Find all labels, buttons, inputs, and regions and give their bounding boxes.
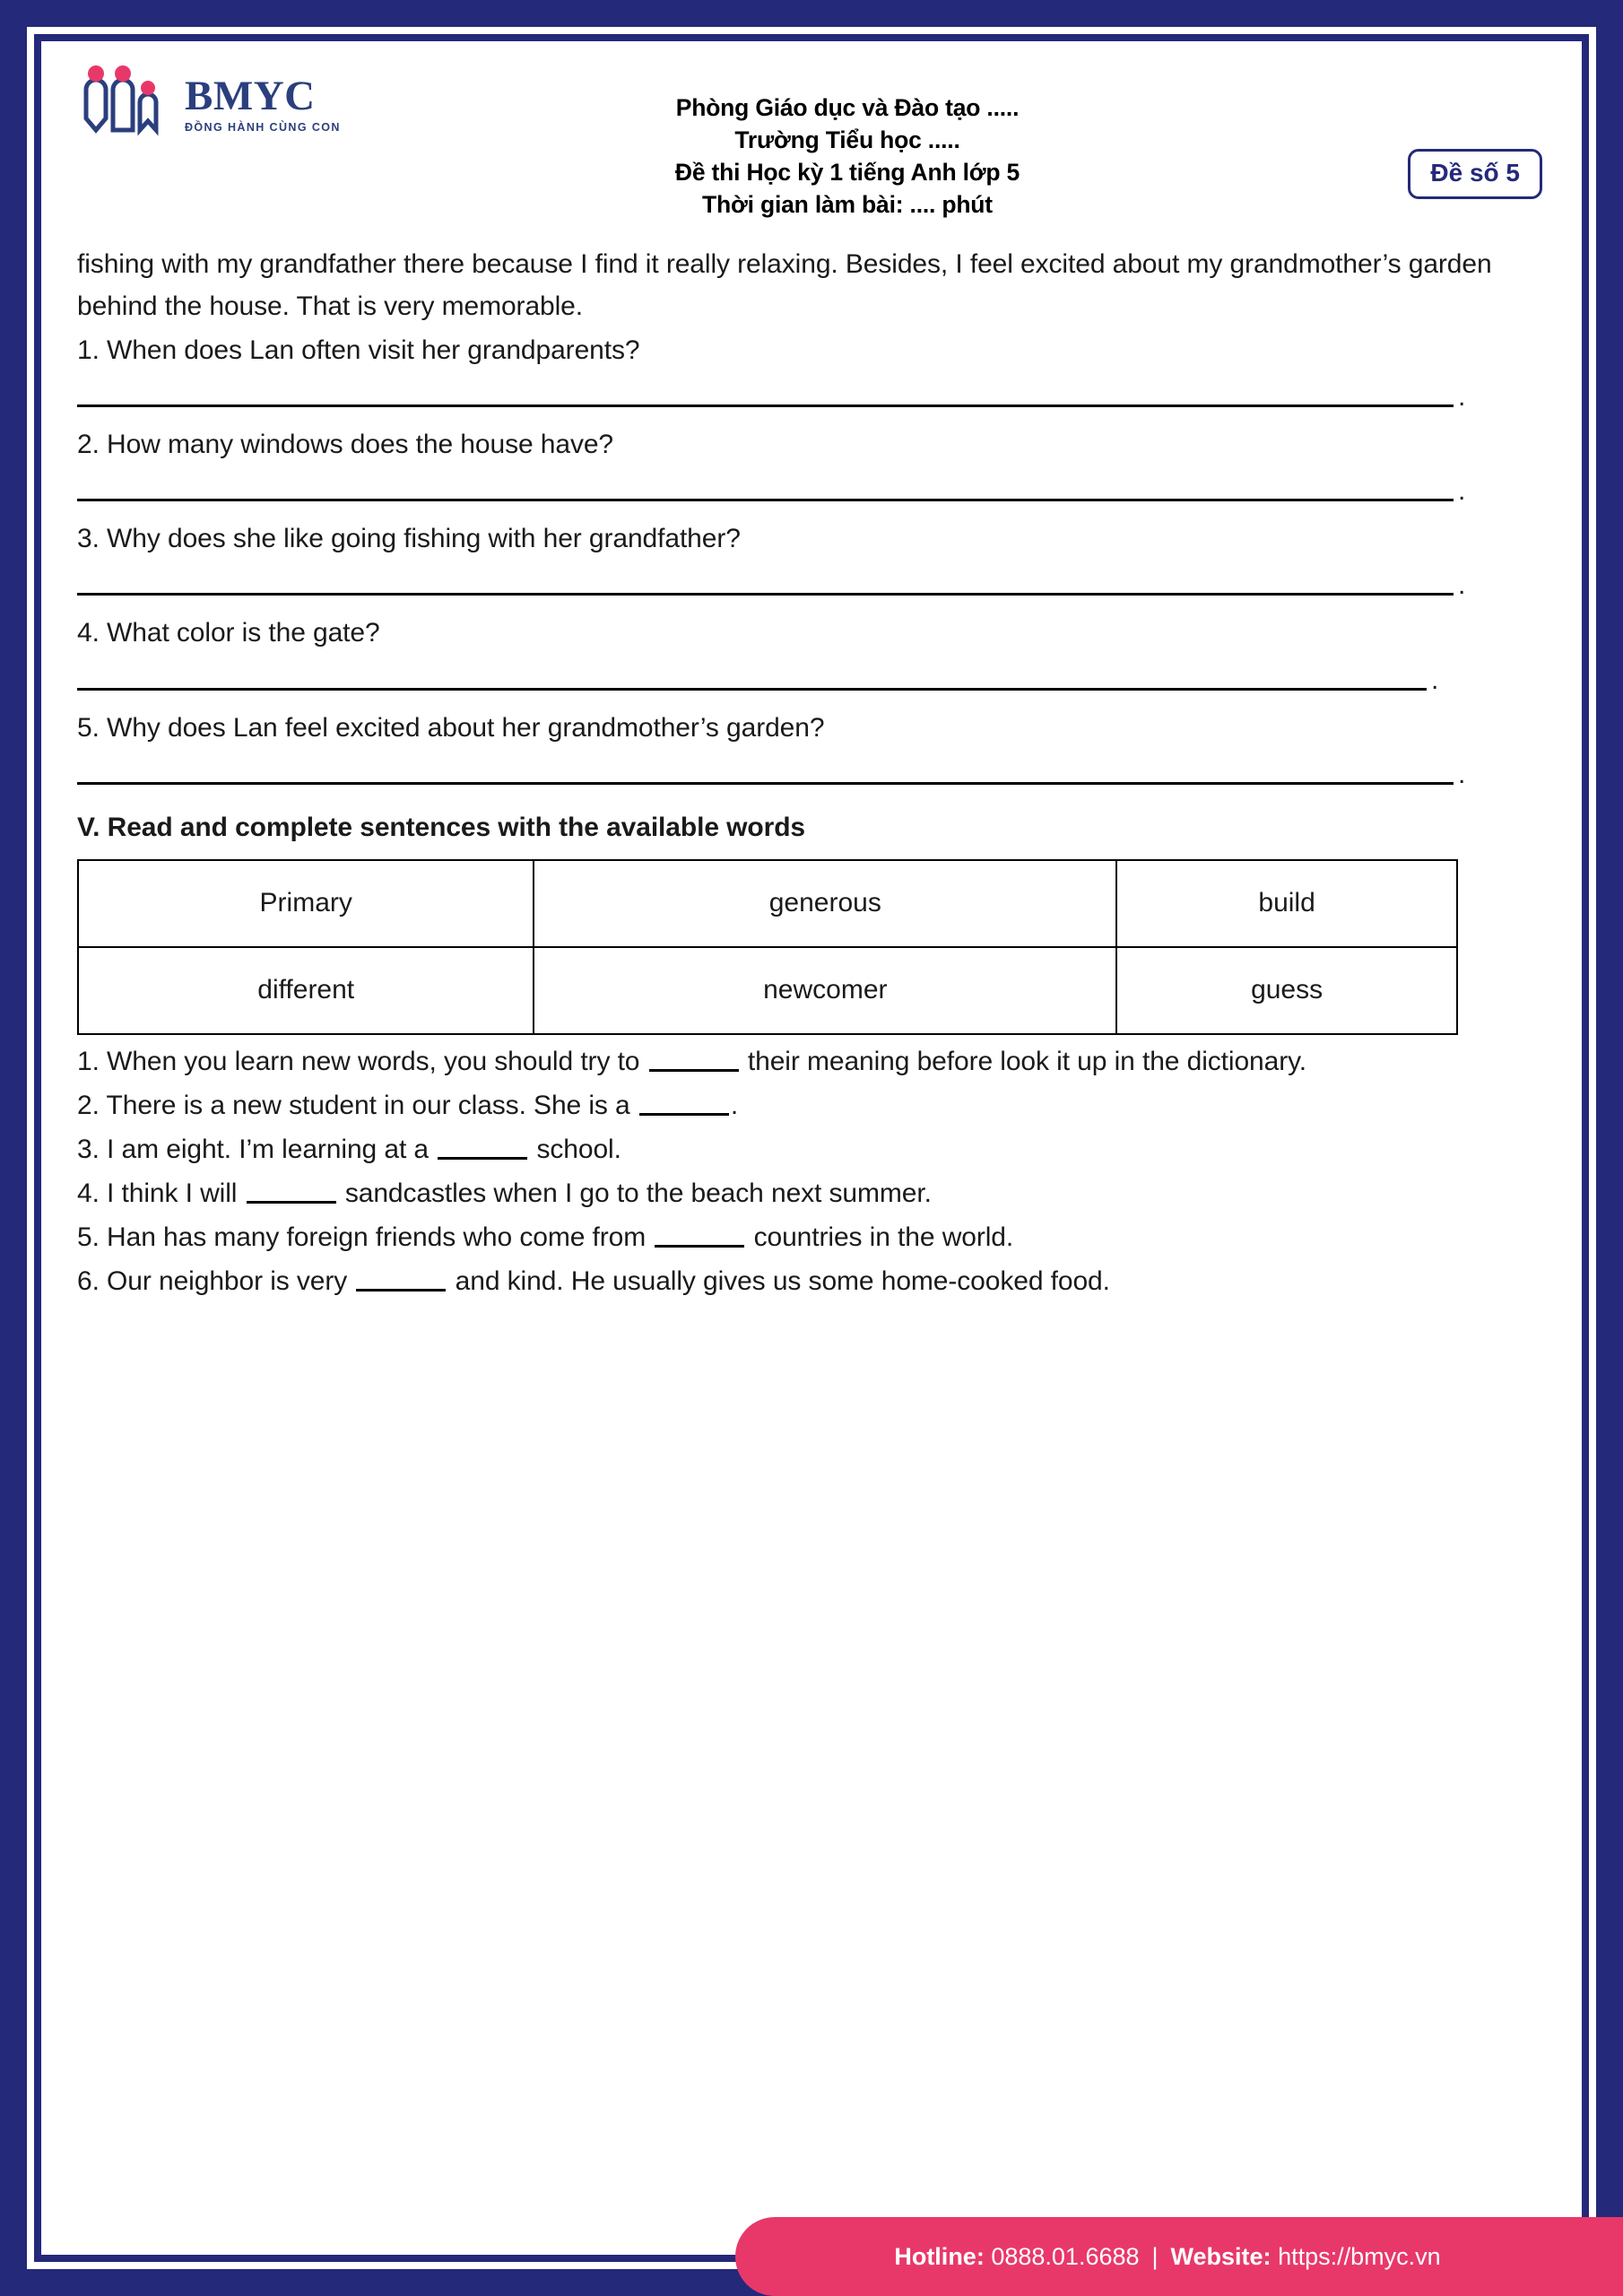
footer-separator: |	[1151, 2242, 1159, 2270]
sentence-before: 2. There is a new student in our class. She is a	[77, 1090, 638, 1120]
answer-line[interactable]	[77, 749, 1549, 799]
word-cell: different	[78, 947, 534, 1034]
answer-line-period: .	[1458, 476, 1466, 507]
exam-number-badge: Đề số 5	[1408, 149, 1542, 199]
header-line-department: Phòng Giáo dục và Đào tạo .....	[675, 94, 1020, 121]
answer-line[interactable]	[77, 655, 1549, 705]
answer-line-period: .	[1458, 759, 1466, 789]
word-cell: guess	[1116, 947, 1457, 1034]
answer-line-period: .	[1431, 665, 1439, 695]
fill-blank-item	[77, 1084, 1549, 1126]
contact-footer-bar	[735, 2217, 1623, 2296]
sentence-after: countries in the world.	[746, 1222, 1014, 1253]
sentence-after: sandcastles when I go to the beach next summer.	[337, 1178, 932, 1209]
reading-passage: fishing with my grandfather there because I find it really relaxing. Besides, I feel excited about my grandmother’s garden behind the house. That is very memorable.	[77, 249, 1492, 322]
word-cell: generous	[534, 860, 1116, 947]
header-line-duration: Thời gian làm bài: .... phút	[702, 191, 993, 219]
answer-line-period: .	[1458, 570, 1466, 601]
question-item: 1. When does Lan often visit her grandparents?	[77, 335, 640, 366]
word-cell: newcomer	[534, 947, 1116, 1034]
blank-field[interactable]	[649, 1069, 739, 1072]
bmyc-wordmark: BMYC	[185, 72, 316, 119]
blank-field[interactable]	[356, 1289, 446, 1292]
sentence-before: 6. Our neighbor is very	[77, 1266, 355, 1297]
website-label: Website:	[1170, 2242, 1271, 2270]
word-bank-table	[77, 859, 1458, 1035]
question-item: 3. Why does she like going fishing with her grandfather?	[77, 524, 741, 554]
header-title-block	[41, 91, 1582, 221]
question-item: 4. What color is the gate?	[77, 618, 380, 648]
blank-field[interactable]	[247, 1201, 336, 1204]
header-line-exam-title: Đề thi Học kỳ 1 tiếng Anh lớp 5	[674, 159, 1020, 187]
worksheet-sheet	[41, 41, 1582, 2255]
answer-line[interactable]	[77, 371, 1549, 422]
table-row	[78, 947, 1457, 1034]
section-v-title: V. Read and complete sentences with the available words	[77, 812, 806, 842]
answer-line[interactable]	[77, 560, 1549, 610]
fill-blank-item	[77, 1260, 1549, 1302]
header-line-school: Trường Tiểu học .....	[734, 126, 960, 154]
answer-line-period: .	[1458, 382, 1466, 413]
fill-blank-sentences	[77, 1040, 1549, 1303]
question-item: 2. How many windows does the house have?	[77, 430, 614, 460]
reading-questions-list	[77, 329, 1549, 798]
sentence-after: and kind. He usually gives us some home-cooked food.	[447, 1266, 1110, 1297]
fill-blank-item	[77, 1040, 1549, 1083]
hotline-label: Hotline:	[894, 2242, 985, 2270]
sentence-after: school.	[529, 1134, 621, 1164]
bmyc-tagline: ĐỒNG HÀNH CÙNG CON	[185, 120, 341, 134]
sentence-before: 4. I think I will	[77, 1178, 245, 1209]
blank-field[interactable]	[438, 1157, 527, 1160]
word-cell: Primary	[78, 860, 534, 947]
blank-field[interactable]	[655, 1245, 744, 1248]
sentence-before: 1. When you learn new words, you should try to	[77, 1046, 647, 1076]
sentence-after: their meaning before look it up in the dictionary.	[740, 1046, 1307, 1076]
fill-blank-item	[77, 1128, 1549, 1170]
sentence-before: 3. I am eight. I’m learning at a	[77, 1134, 437, 1164]
fill-blank-item	[77, 1172, 1549, 1214]
sentence-before: 5. Han has many foreign friends who come from	[77, 1222, 654, 1253]
sentence-after: .	[730, 1090, 739, 1120]
website-value[interactable]: https://bmyc.vn	[1278, 2242, 1441, 2270]
answer-line[interactable]	[77, 465, 1549, 516]
blank-field[interactable]	[639, 1113, 729, 1116]
worksheet-body	[41, 243, 1582, 1302]
word-cell: build	[1116, 860, 1457, 947]
question-item: 5. Why does Lan feel excited about her grandmother’s garden?	[77, 712, 825, 743]
hotline-value[interactable]: 0888.01.6688	[991, 2242, 1140, 2270]
fill-blank-item	[77, 1216, 1549, 1258]
document-header	[41, 41, 1582, 243]
table-row	[78, 860, 1457, 947]
